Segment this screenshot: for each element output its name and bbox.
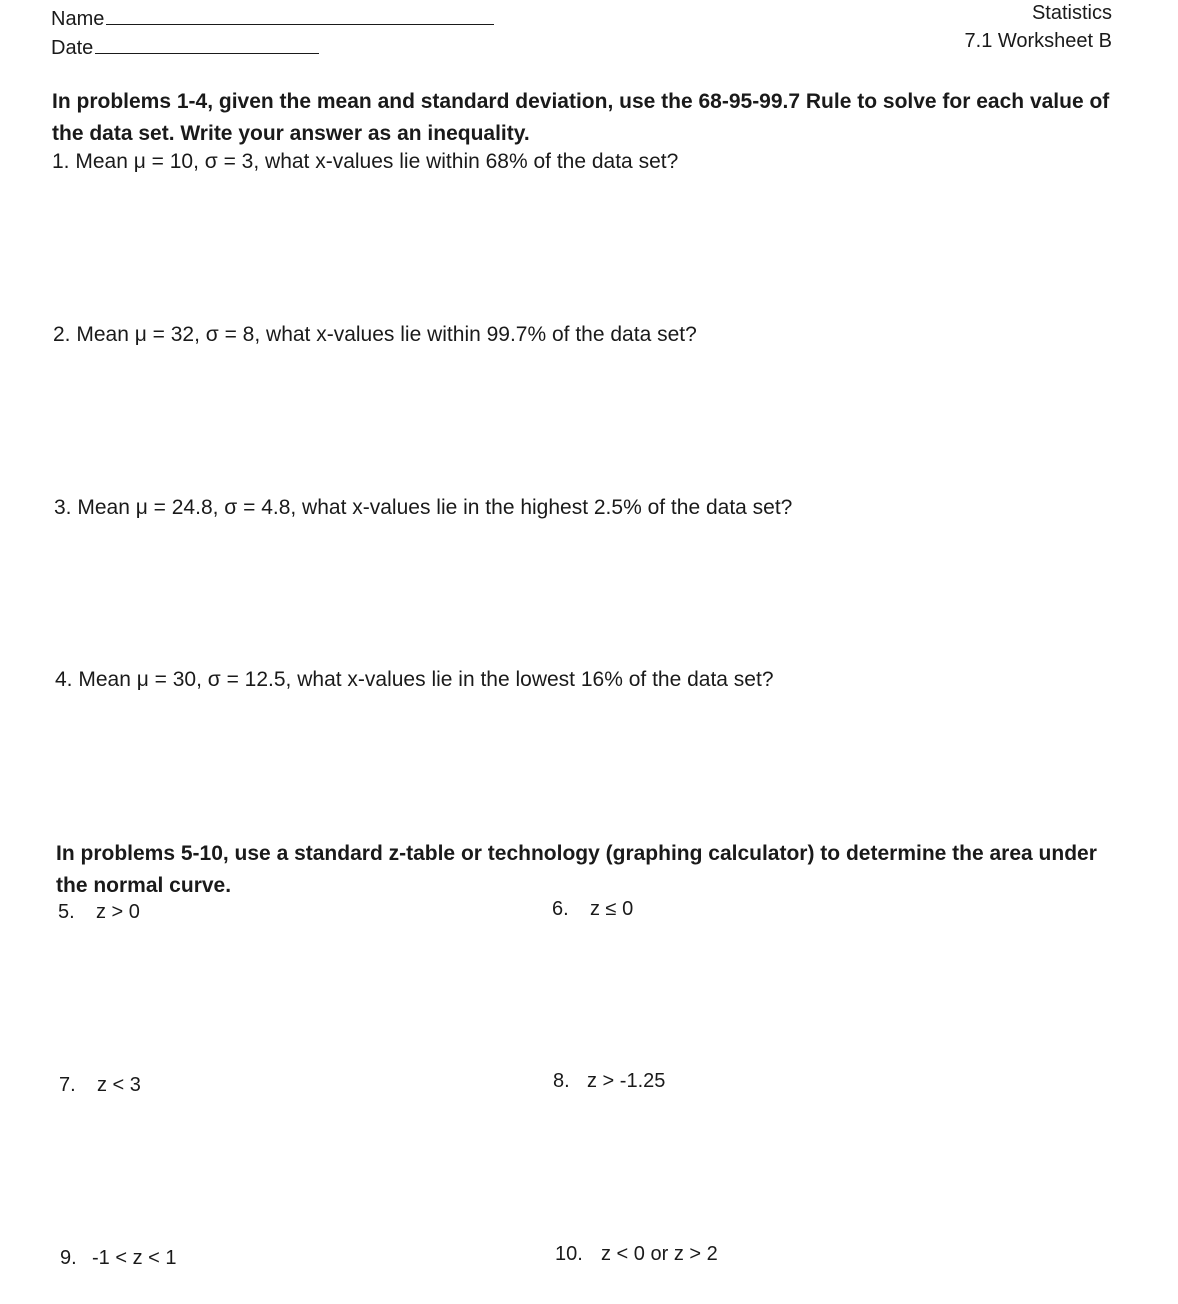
problem-7	[59, 1074, 141, 1097]
problem-number: 10.	[555, 1243, 583, 1265]
problem-text: Mean μ = 10, σ = 3, what x-values lie within 68% of the data set?	[75, 150, 679, 173]
problem-number: 2.	[53, 323, 71, 346]
name-label: Name	[51, 8, 105, 30]
problem-2	[53, 323, 697, 347]
section1-instructions-line1: In problems 1-4, given the mean and standard deviation, use the 68-95-99.7 Rule to solve for each value of	[52, 90, 1110, 113]
problem-number: 4.	[55, 668, 73, 691]
problem-number: 3.	[54, 496, 72, 519]
problem-text: z > -1.25	[587, 1070, 666, 1092]
problem-3	[54, 496, 792, 520]
problem-text: Mean μ = 32, σ = 8, what x-values lie within 99.7% of the data set?	[76, 323, 697, 346]
problem-text: Mean μ = 24.8, σ = 4.8, what x-values lie in the highest 2.5% of the data set?	[77, 496, 793, 519]
section2-instructions-line1: In problems 5-10, use a standard z-table or technology (graphing calculator) to determine the area under	[56, 842, 1097, 865]
problem-10	[555, 1243, 718, 1266]
section2-instructions-line2: the normal curve.	[56, 874, 232, 897]
problem-9	[60, 1247, 177, 1270]
date-field	[51, 37, 319, 60]
problem-text: -1 < z < 1	[92, 1247, 177, 1269]
section1-instructions-line2: the data set. Write your answer as an inequality.	[52, 122, 530, 145]
problem-number: 6.	[552, 898, 569, 920]
problem-5	[58, 901, 140, 924]
problem-8	[553, 1070, 665, 1093]
problem-text: z < 3	[97, 1074, 141, 1096]
problem-text: z ≤ 0	[590, 898, 634, 920]
name-blank-line	[106, 23, 494, 25]
problem-text: z > 0	[96, 901, 140, 923]
worksheet-title: 7.1 Worksheet B	[964, 30, 1112, 52]
problem-text: Mean μ = 30, σ = 12.5, what x-values lie in the lowest 16% of the data set?	[78, 668, 774, 691]
problem-text: z < 0 or z > 2	[601, 1243, 718, 1265]
problem-number: 9.	[60, 1247, 77, 1269]
date-label: Date	[51, 37, 94, 59]
problem-4	[55, 668, 774, 692]
name-field	[51, 8, 494, 31]
section1-instructions	[52, 86, 1142, 150]
course-title: Statistics	[1031, 2, 1112, 24]
problem-number: 5.	[58, 901, 75, 923]
date-blank-line	[95, 52, 319, 54]
problem-6	[552, 898, 633, 921]
section2-instructions	[56, 838, 1146, 902]
problem-number: 8.	[553, 1070, 570, 1092]
problem-number: 7.	[59, 1074, 76, 1096]
problem-1	[52, 150, 678, 174]
problem-number: 1.	[52, 150, 70, 173]
